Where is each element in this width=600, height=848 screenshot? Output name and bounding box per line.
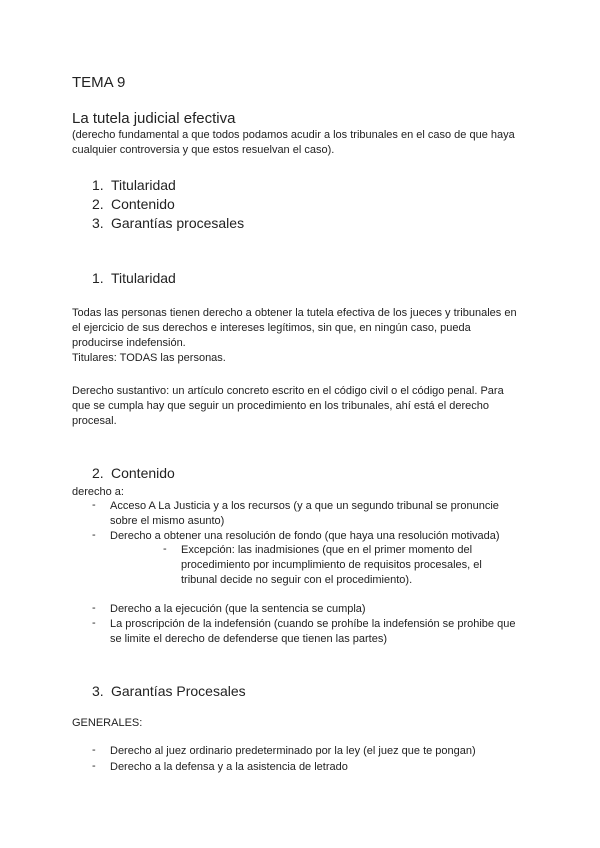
- section1-title: Titularidad: [111, 270, 176, 286]
- section1-para1-line: producirse indefensión.: [72, 337, 186, 349]
- toc-item-titularidad: Titularidad: [111, 177, 176, 193]
- toc-num: 1.: [92, 177, 104, 193]
- bullet-dash: -: [163, 543, 167, 555]
- bullet-dash: -: [92, 760, 96, 772]
- section1-number: 1.: [92, 270, 104, 286]
- sub-list-item-continuation: tribunal decide no seguir con el procedimiento).: [181, 574, 413, 586]
- list-item: Derecho al juez ordinario predeterminado por la ley (el juez que te pongan): [110, 745, 476, 757]
- section3-title: Garantías Procesales: [111, 683, 246, 699]
- section3-lead: GENERALES:: [72, 717, 143, 729]
- toc-item-garantias: Garantías procesales: [111, 215, 245, 231]
- bullet-dash: -: [92, 744, 96, 756]
- section1-titulares: Titulares: TODAS las personas.: [72, 352, 226, 364]
- sub-list-item: Excepción: las inadmisiones (que en el primer momento del: [181, 544, 473, 556]
- section1-para1-line: Todas las personas tienen derecho a obtener la tutela efectiva de los jueces y tribunales en: [72, 307, 517, 319]
- intro-line-1: (derecho fundamental a que todos podamos acudir a los tribunales en el caso de que haya: [72, 129, 515, 141]
- sub-list-item-continuation: procedimiento por incumplimiento de requisitos procesales, el: [181, 559, 482, 571]
- toc-item-contenido: Contenido: [111, 196, 175, 212]
- doc-title: TEMA 9: [72, 74, 126, 91]
- list-item-continuation: sobre el mismo asunto): [110, 515, 225, 527]
- list-item: Acceso A La Justicia y a los recursos (y a que un segundo tribunal se pronuncie: [110, 500, 499, 512]
- toc-num: 3.: [92, 215, 104, 231]
- list-item: Derecho a la defensa y a la asistencia de letrado: [110, 761, 348, 773]
- list-item: La proscripción de la indefensión (cuando se prohíbe la indefensión se prohibe que: [110, 618, 516, 630]
- list-item: Derecho a la ejecución (que la sentencia se cumpla): [110, 603, 366, 615]
- section3-number: 3.: [92, 683, 104, 699]
- bullet-dash: -: [92, 602, 96, 614]
- bullet-dash: -: [92, 617, 96, 629]
- section2-number: 2.: [92, 465, 104, 481]
- page-heading: La tutela judicial efectiva: [72, 110, 236, 127]
- list-item: Derecho a obtener una resolución de fondo (que haya una resolución motivada): [110, 530, 500, 542]
- section1-para2-line: que se cumpla hay que seguir un procedimiento en los tribunales, ahí está el derecho: [72, 400, 490, 412]
- list-item-continuation: se limite el derecho de defenderse que tienen las partes): [110, 633, 388, 645]
- bullet-dash: -: [92, 499, 96, 511]
- section2-lead: derecho a:: [72, 486, 124, 498]
- toc-num: 2.: [92, 196, 104, 212]
- section2-title: Contenido: [111, 465, 175, 481]
- section1-para2-line: procesal.: [72, 415, 117, 427]
- section1-para2-line: Derecho sustantivo: un artículo concreto escrito en el código civil o el código penal. Para: [72, 385, 504, 397]
- section1-para1-line: el ejercicio de sus derechos e intereses legítimos, sin que, en ningún caso, pueda: [72, 322, 471, 334]
- intro-line-2: cualquier controversia y que estos resuelvan el caso).: [72, 144, 335, 156]
- bullet-dash: -: [92, 529, 96, 541]
